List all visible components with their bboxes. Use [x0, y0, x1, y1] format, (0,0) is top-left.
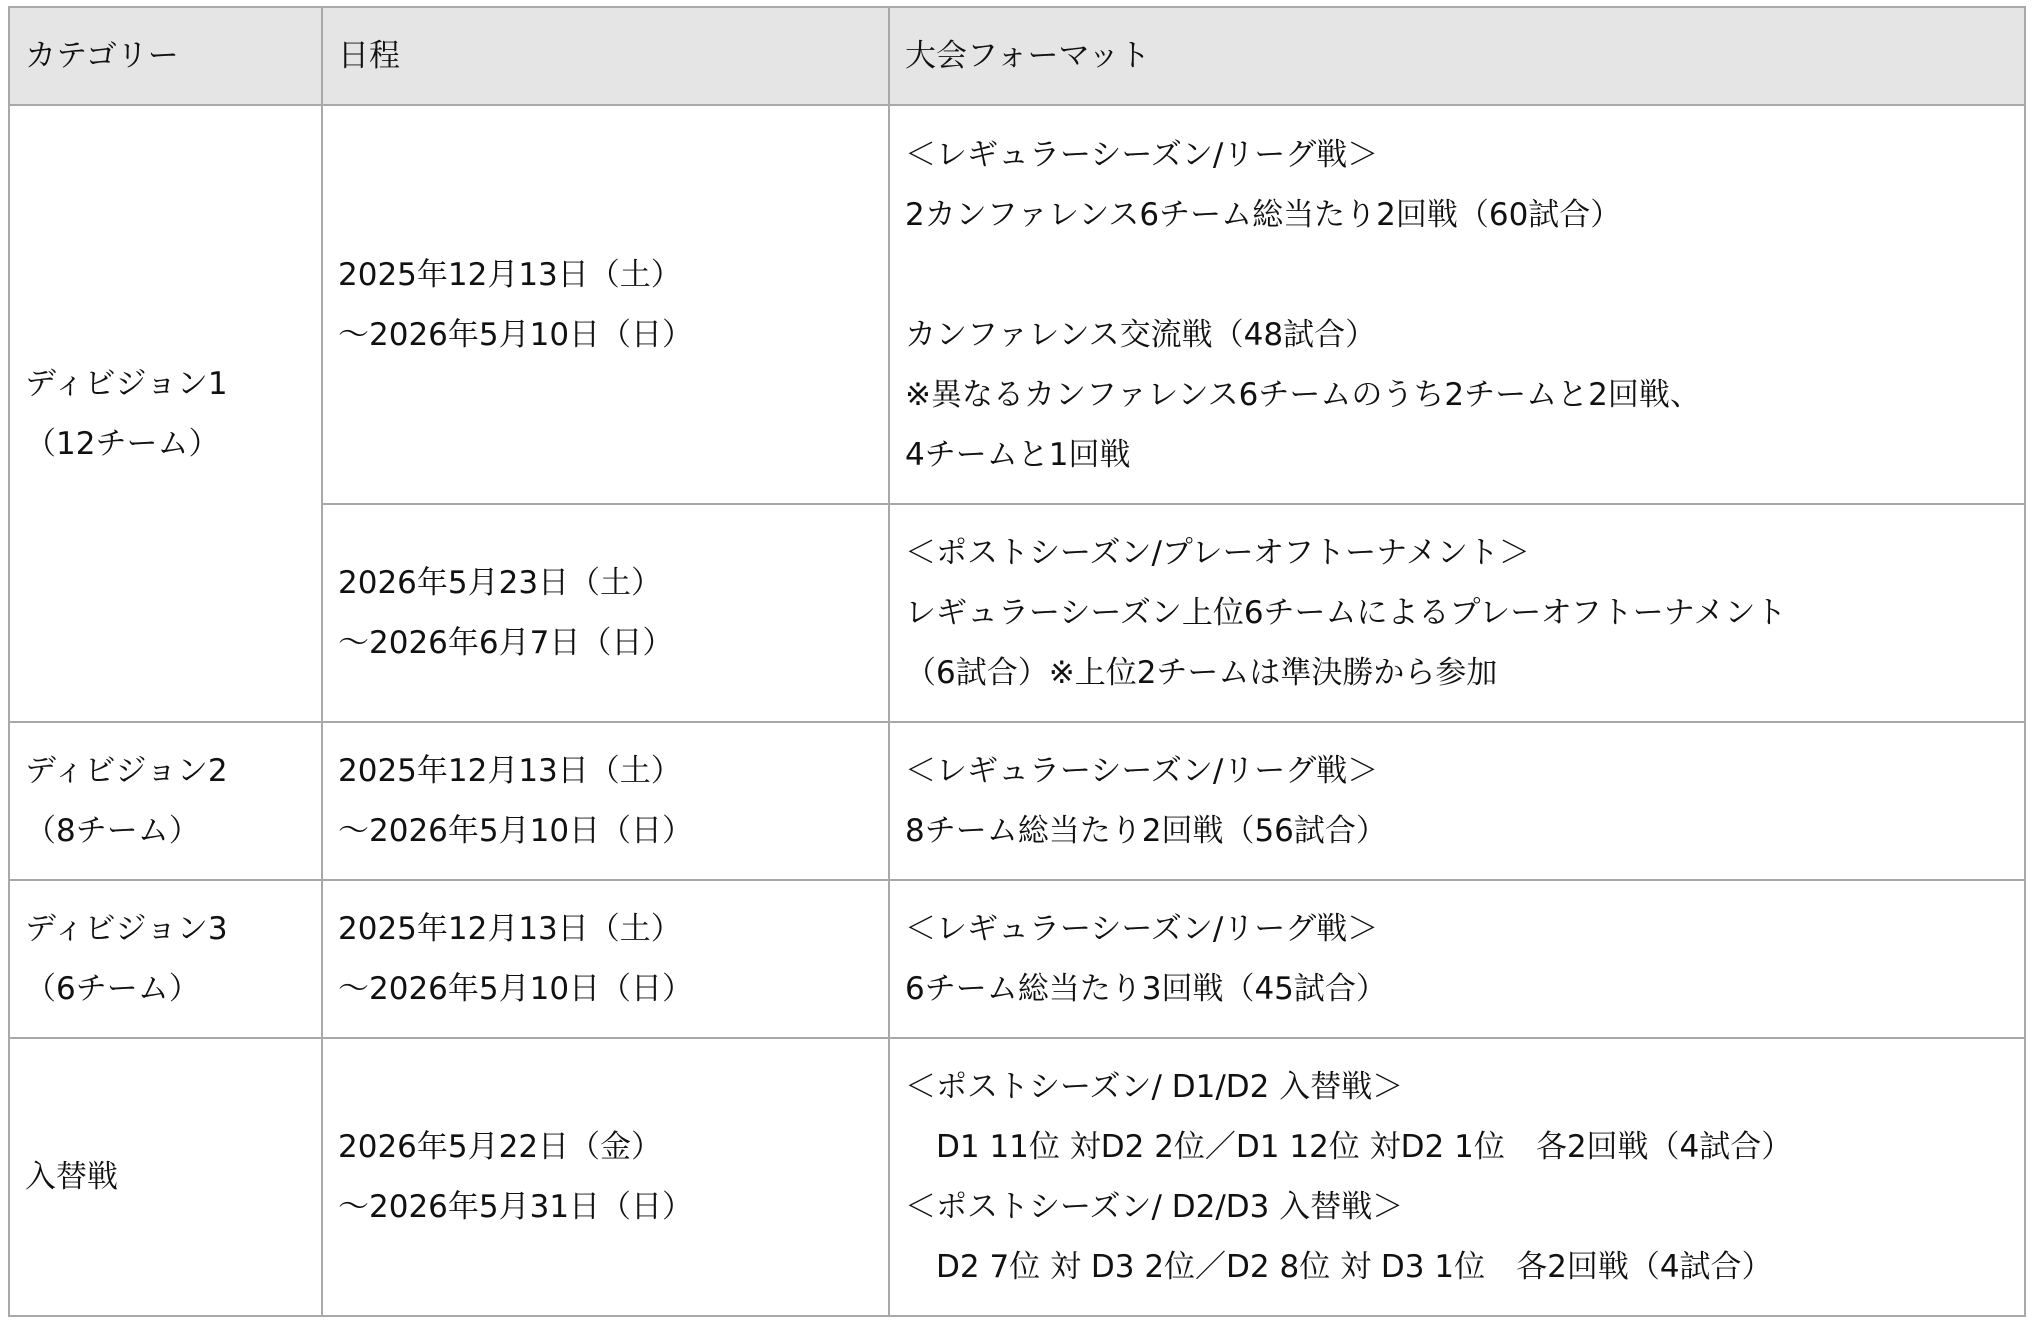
category-cell-d3: [9, 880, 322, 1038]
header-format: 大会フォーマット: [889, 7, 2025, 105]
format-line: カンファレンス交流戦（48試合）: [905, 316, 1377, 353]
end-date: ～2026年5月10日（日）: [338, 813, 694, 849]
start-date: 2025年12月13日（土）: [338, 256, 682, 293]
category-cell-relegation: [9, 1038, 322, 1316]
format-cell-d1-postseason: [889, 504, 2025, 722]
table-row-d1-regular: [9, 105, 2025, 504]
category-cell-d1: [9, 105, 322, 722]
category-name: ディビジョン3: [25, 911, 228, 947]
category-team-count: （8チーム）: [25, 813, 200, 849]
category-name: 入替戦: [25, 1159, 118, 1195]
end-date: ～2026年5月10日（日）: [338, 316, 694, 353]
format-line: 8チーム総当たり2回戦（56試合）: [905, 813, 1387, 849]
format-line: 6チーム総当たり3回戦（45試合）: [905, 971, 1387, 1007]
end-date: ～2026年5月31日（日）: [338, 1189, 694, 1225]
header-category: カテゴリー: [9, 7, 322, 105]
format-line: ＜レギュラーシーズン/リーグ戦＞: [905, 911, 1379, 947]
format-line: 4チームと1回戦: [905, 436, 1131, 473]
dates-cell-d1-postseason: [322, 504, 889, 722]
table-row-d3: [9, 880, 2025, 1038]
dates-cell-d3: [322, 880, 889, 1038]
header-schedule: 日程: [322, 7, 889, 105]
format-line: D2 7位 対 D3 2位／D2 8位 対 D3 1位 各2回戦（4試合）: [905, 1249, 1773, 1285]
format-cell-relegation: [889, 1038, 2025, 1316]
category-name: ディビジョン2: [25, 753, 228, 789]
start-date: 2026年5月22日（金）: [338, 1129, 663, 1165]
header-row: [9, 7, 2025, 105]
start-date: 2025年12月13日（土）: [338, 911, 682, 947]
format-line: ＜ポストシーズン/プレーオフトーナメント＞: [905, 535, 1530, 571]
category-team-count: （12チーム）: [25, 425, 220, 462]
format-cell-d1-regular: [889, 105, 2025, 504]
start-date: 2025年12月13日（土）: [338, 753, 682, 789]
format-cell-d2: [889, 722, 2025, 880]
format-line: 2カンファレンス6チーム総当たり2回戦（60試合）: [905, 196, 1622, 233]
format-line: ※異なるカンファレンス6チームのうち2チームと2回戦、: [905, 376, 1701, 413]
dates-cell-relegation: [322, 1038, 889, 1316]
end-date: ～2026年6月7日（日）: [338, 625, 674, 661]
schedule-table: [8, 6, 2026, 1317]
start-date: 2026年5月23日（土）: [338, 565, 663, 601]
table-row-d2: [9, 722, 2025, 880]
format-line: ＜レギュラーシーズン/リーグ戦＞: [905, 136, 1379, 173]
format-line: ＜ポストシーズン/ D1/D2 入替戦＞: [905, 1069, 1404, 1105]
category-cell-d2: [9, 722, 322, 880]
category-name: ディビジョン1: [25, 365, 228, 402]
category-team-count: （6チーム）: [25, 971, 200, 1007]
end-date: ～2026年5月10日（日）: [338, 971, 694, 1007]
format-line: レギュラーシーズン上位6チームによるプレーオフトーナメント: [905, 595, 1787, 631]
format-line: D1 11位 対D2 2位／D1 12位 対D2 1位 各2回戦（4試合）: [905, 1129, 1793, 1165]
format-cell-d3: [889, 880, 2025, 1038]
table-row-relegation: [9, 1038, 2025, 1316]
format-line: ＜ポストシーズン/ D2/D3 入替戦＞: [905, 1189, 1404, 1225]
format-line: （6試合）※上位2チームは準決勝から参加: [905, 655, 1498, 691]
format-line: ＜レギュラーシーズン/リーグ戦＞: [905, 753, 1379, 789]
format-spacer: [905, 245, 2009, 305]
dates-cell-d1-regular: [322, 105, 889, 504]
dates-cell-d2: [322, 722, 889, 880]
